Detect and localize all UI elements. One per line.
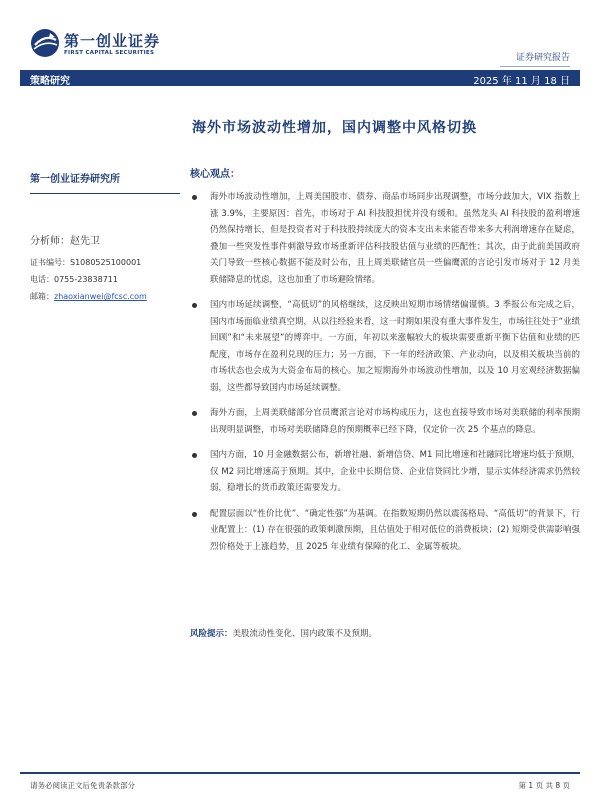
email-row [30, 288, 180, 305]
list-item: 配置层面以“性价比优”、“确定性强”为基调。在指数短期仍然以震荡格局、“高低切”的背景下，行业配置上：(1) 存在很强的政策刺激预期，且估值处于相对低位的消费板块；(2) 短期受供需影响强烈价格处于上涨趋势，且 2025 年业绩有保障的化工、金属等板块。 [190, 506, 580, 556]
email-label: 邮箱： [30, 292, 54, 301]
core-views-list [190, 189, 580, 555]
report-type: 证券研究报告 [515, 53, 570, 63]
footer-divider [20, 772, 580, 774]
list-item: 海外市场波动性增加，上周美国股市、债券、商品市场同步出现调整，市场分歧加大，VIX 指数上涨 3.9%，主要原因：首先，市场对于 AI 科技股担忧并没有缓和。虽然龙头 AI 科技股的盈利增速仍然保持增长，但是投资者对于科技股持续庞大的资本支出未来能否带来多大利润增速存在疑虑，叠加一些突发性事件刺激导致市场重新评估科技股估值与业绩的匹配性；其次，由于此前美国政府关门导致一些核心数据不能及时公布，且上周美联储官员一些偏鹰派的言论引发市场对于 12 月美联储降息的忧虑，这也加重了市场避险情绪。 [190, 189, 580, 288]
company-logo [30, 28, 180, 68]
list-item: 海外方面，上周美联储部分官员鹰派言论对市场构成压力，这也直接导致市场对美联储的利率预期出现明显调整，市场对美联储降息的预期概率已经下降，仅定价一次 25 个基点的降息。 [190, 405, 580, 438]
report-type-divider [500, 66, 570, 67]
sidebar [30, 170, 180, 305]
report-date: 2025 年 11 月 18 日 [473, 76, 570, 87]
section-label: 策略研究 [30, 76, 70, 87]
list-item: 国内方面，10 月金融数据公布，新增社融、新增信贷、M1 同比增速和社融同比增速均低于预期，仅 M2 同比增速高于预期。其中，企业中长期信贷、企业信贷同比少增，显示实体经济需求仍然较弱，稳增长的货币政策还需要发力。 [190, 447, 580, 497]
logo-name: 第一创业证券 [64, 32, 161, 50]
analyst-contact [30, 254, 180, 305]
footer-disclaimer: 请务必阅读正文后免责条款部分 [30, 781, 135, 790]
header-band [20, 70, 580, 86]
logo-name-en: FIRST CAPITAL SECURITIES [64, 50, 155, 56]
page-title: 海外市场波动性增加，国内调整中风格切换 [192, 120, 477, 136]
core-views-heading: 核心观点： [190, 169, 240, 180]
cert-number: 证书编号：S1080525100001 [30, 258, 142, 267]
risk-label: 风险提示： [190, 629, 233, 639]
email-link[interactable]: zhaoxianwei@fcsc.com [54, 292, 147, 301]
risk-warning [190, 627, 580, 639]
core-views [190, 165, 580, 564]
phone-number: 电话：0755-23838711 [30, 275, 118, 284]
institute-name: 第一创业证券研究所 [30, 170, 180, 194]
risk-text: 美股流动性变化、国内政策不及预期。 [232, 629, 378, 639]
logo-globe-icon [30, 28, 60, 58]
page-number: 第 1 页 共 8 页 [518, 781, 570, 790]
list-item: 国内市场延续调整，“高低切”的风格继续，这反映出短期市场情绪偏谨慎。3 季报公布完成之后，国内市场面临业绩真空期，从以往经验来看，这一时期如果没有重大事件发生，市场往往处于“业绩回顾”和“未来展望”的博弈中。一方面，年初以来涨幅较大的板块需要重新平衡下估值和业绩的匹配度，市场存在盈利兑现的压力；另一方面，下一年的经济政策、产业动向，以及相关板块当前的市场状态也会成为大资金布局的核心。加之短期海外市场波动性增加，以及 10 月宏观经济数据偏弱，这些都导致国内市场延续调整。 [190, 297, 580, 396]
analyst-name: 分析师：赵先卫 [30, 236, 100, 247]
